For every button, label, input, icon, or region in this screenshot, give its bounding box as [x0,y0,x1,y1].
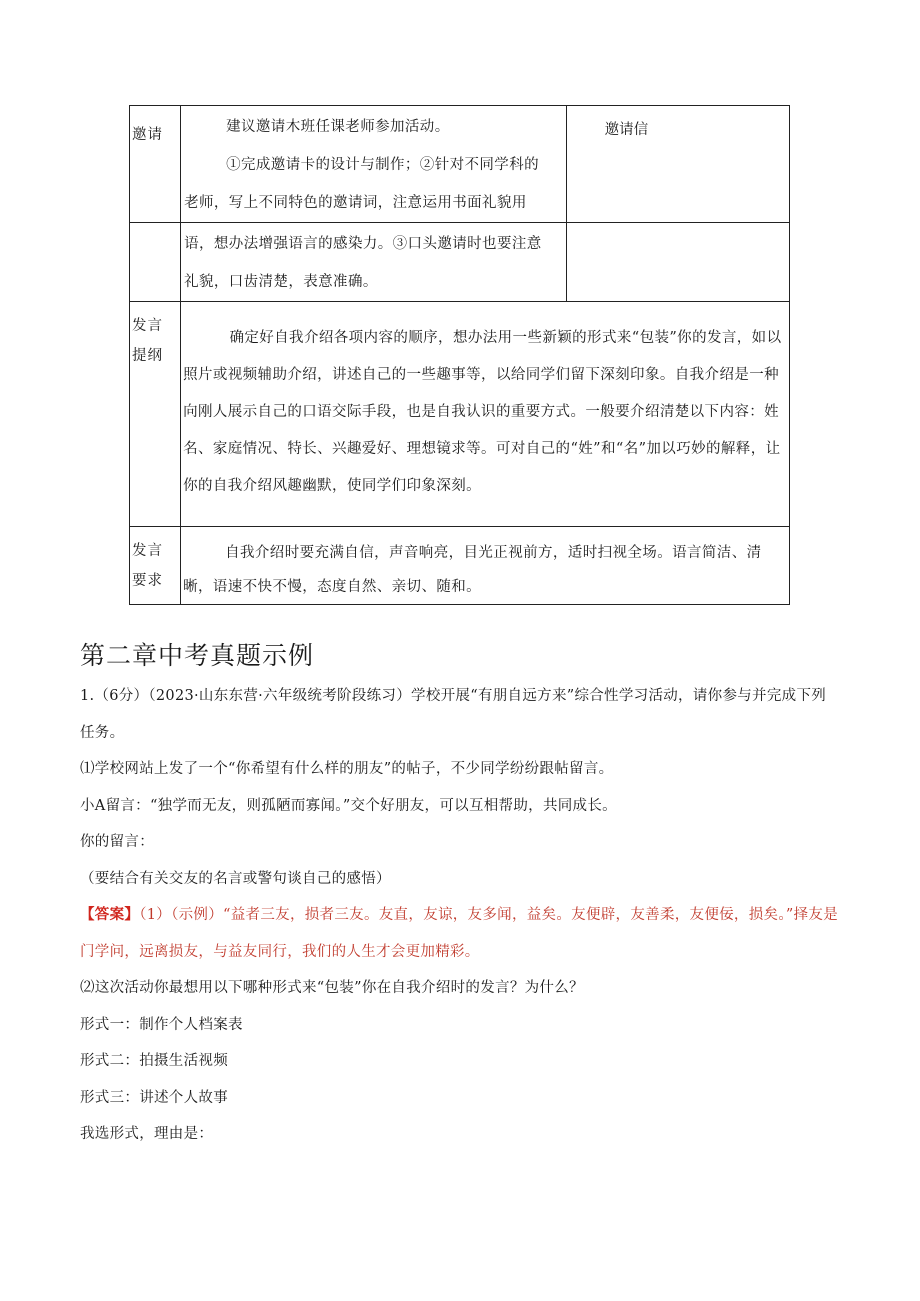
row-label-empty [130,223,181,302]
requirements-label-1: 发言 [132,543,163,559]
invite-output-empty [566,223,789,302]
your-message-label: 你的留言： [80,834,154,850]
answer-paragraph [80,897,840,970]
choice-prompt: 我选形式，理由是： [80,1126,214,1142]
table-row-requirements [130,527,790,605]
sample-message: 小A留言：“独学而无友，则孤陋而寡闻。”交个好朋友，可以互相帮助，共同成长。 [80,797,617,814]
outline-content [181,302,790,527]
invite-line-4: 语，想办法增强语言的感染力。③口头邀请时也要注意 [184,236,542,252]
requirements-text: 自我介绍时要充满自信，声音响亮，目光正视前方，适时扫视全场。语言简洁、清晰，语速不快不慢，态度自然、亲切、随和。 [183,545,762,595]
question-part-2: ⑵这次活动你最想用以下哪种形式来“包装”你在自我介绍时的发言？为什么？ [80,980,584,996]
question-part-1: ⑴学校网站上发了一个“你希望有什么样的朋友”的帖子，不少同学纷纷跟帖留言。 [80,761,614,777]
form-option-3: 形式三：讲述个人故事 [80,1089,228,1106]
invite-line-5: 礼貌，口齿清楚，表意准确。 [184,274,378,290]
table-row-invite [130,106,790,223]
requirements-content [181,527,790,605]
invite-output: 邀请信 [566,106,789,223]
invite-content [181,106,567,223]
invite-line-3: 老师，写上不同特色的邀请词，注意运用书面礼貌用 [184,195,527,211]
invite-line-1: 建议邀请木班任课老师参加活动。 [226,119,450,135]
table-row-invite-cont [130,223,790,302]
answer-hint: （要结合有关交友的名言或警句谈自己的感悟） [80,870,391,887]
outline-text: 确定好自我介绍各项内容的顺序，想办法用一些新颖的形式来“包装”你的发言，如以照片或视频辅助介绍，讲述自己的一些趣事等，以给同学们留下深刻印象。自我介绍是一种向刚人展示自己的口语交际手段，也是自我认识的重要方式。一般要介绍清楚以下内容：姓名、家庭情况、特长、兴趣爱好、理想镜求等。可对自己的“姓”和“名”加以巧妙的解释，让你的自我介绍风趣幽默，使同学们印象深刻。 [183,330,782,494]
row-label-requirements [130,527,181,605]
form-option-1: 形式一：制作个人档案表 [80,1016,243,1033]
question-intro: 1.（6分）（2023·山东东营·六年级统考阶段练习）学校开展“有朋自远方来”综合性学习活动，请你参与并完成下列任务。 [80,688,827,741]
chapter-title: 第二章中考真题示例 [80,641,315,670]
table-row-outline [130,302,790,527]
outline-label-1: 发言 [132,318,163,334]
requirements-label-2: 要求 [132,573,163,589]
row-label-invite: 邀请 [130,106,181,223]
invite-content-cont [181,223,567,302]
question-block [80,678,840,1153]
answer-tag: 【答案】 [80,906,140,923]
row-label-outline [130,302,181,527]
form-option-2: 形式二：拍摄生活视频 [80,1053,228,1069]
answer-text: （1）（示例）“益者三友，损者三友。友直，友谅，友多闻，益矣。友便辟，友善柔，友便佞，损矣。”择友是门学问，远离损友，与益友同行，我们的人生才会更加精彩。 [80,907,838,960]
outline-label-2: 提纲 [132,348,163,364]
activity-table [129,105,790,605]
invite-line-2: ①完成邀请卡的设计与制作；②针对不同学科的 [226,157,540,173]
